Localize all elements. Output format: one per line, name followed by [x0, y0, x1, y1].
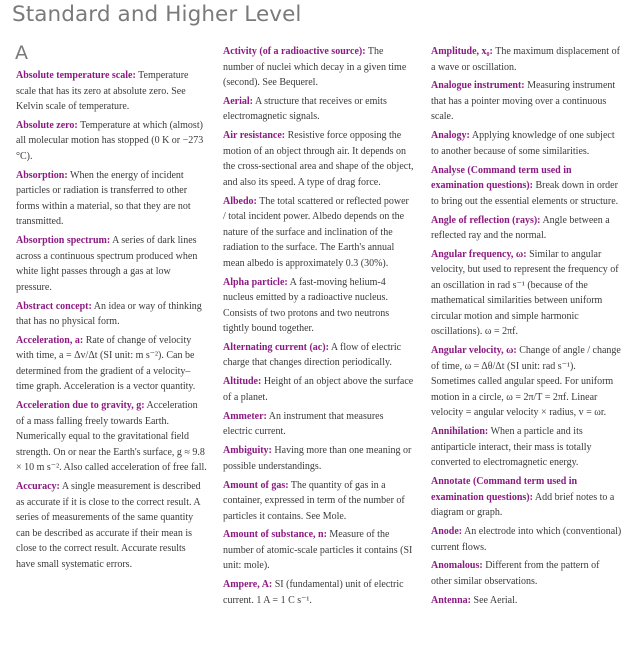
- glossary-term: Analogy:: [431, 130, 470, 142]
- glossary-definition: Measure of the number of atomic-scale particles it contains (SI unit: mole).: [223, 529, 413, 572]
- glossary-definition: Temperature at which (almost) all molecular motion has stopped (0 K or −273 °C).: [16, 119, 204, 162]
- glossary-term: Annotate (Command term used in examination questions):: [431, 476, 578, 503]
- glossary-entry: [16, 299, 207, 330]
- glossary-entry: [16, 479, 207, 572]
- glossary-column-2: [223, 44, 414, 612]
- glossary-entry: [223, 194, 414, 272]
- glossary-term: Ammeter:: [223, 410, 267, 422]
- glossary-entry: [431, 247, 622, 340]
- glossary-definition: Measuring instrument that has a pointer moving over a continuous scale.: [431, 80, 616, 123]
- glossary-entry: [431, 128, 622, 159]
- glossary-entry: [16, 333, 207, 395]
- glossary-definition: Change of angle / change of time, ω = Δθ/Δt (SI unit: rad s⁻¹). Sometimes called angular speed. For uniform motion in a circle, ω = 2π/T = 2πf. Linear velocity = angular velocity × radius, v = ωr.: [431, 345, 621, 419]
- glossary-definition: Acceleration of a mass falling freely towards Earth. Numerically equal to the gravitational field strength. On or near the Earth's surface, g ≈ 9.8 × 10 m s⁻². Also called acceleration of free fall.: [16, 400, 207, 474]
- glossary-term: Angle of reflection (rays):: [431, 214, 541, 226]
- glossary-definition: When the energy of incident particles or radiation is transferred to other forms within a material, so that they are not transmitted.: [16, 169, 191, 228]
- glossary-definition: An electrode into which (conventional) current flows.: [431, 526, 622, 553]
- glossary-term: Ambiguity:: [223, 445, 272, 457]
- section-letter: A: [15, 42, 28, 64]
- glossary-definition: Similar to angular velocity, but used to represent the frequency of an oscillation in rad s⁻¹ (because of the mathematical similarities between uniform circular motion and simple harmonic oscillations). ω = 2πf.: [431, 248, 619, 338]
- glossary-entry: [431, 343, 622, 421]
- glossary-term: Albedo:: [223, 195, 257, 207]
- glossary-term: Absolute temperature scale:: [16, 70, 136, 81]
- glossary-term: Amount of gas:: [223, 479, 289, 491]
- glossary-term: Air resistance:: [223, 130, 286, 142]
- glossary-definition: See Aerial.: [471, 594, 518, 606]
- glossary-term: Absorption:: [16, 169, 68, 181]
- glossary-term: Analyse (Command term used in examination questions):: [431, 164, 572, 192]
- glossary-column-3: [431, 44, 622, 612]
- glossary-term: Analogue instrument:: [431, 80, 525, 92]
- glossary-entry: [223, 374, 414, 405]
- glossary-column-1: [16, 40, 207, 576]
- glossary-definition: Applying knowledge of one subject to another because of some similarities.: [431, 130, 615, 157]
- glossary-entry: [431, 524, 622, 555]
- glossary-term: Antenna:: [431, 594, 472, 606]
- glossary-term: Altitude:: [223, 376, 262, 388]
- glossary-definition: The total scattered or reflected power / total incident power. Albedo depends on the nature of the surface and inclination of the radiation to the surface. The Earth's annual mean albedo is approximately 0.3 (30%).: [223, 195, 409, 269]
- glossary-entry: [16, 168, 207, 230]
- glossary-definition: A flow of electric charge that changes direction periodically.: [223, 341, 402, 369]
- glossary-definition: Temperature scale that has its zero at absolute zero. See Kelvin scale of temperature.: [16, 70, 189, 112]
- glossary-entry: [223, 94, 414, 125]
- glossary-entry: [16, 118, 207, 165]
- glossary-definition: The number of nuclei which decay in a given time (second). See Bequerel.: [223, 46, 407, 88]
- glossary-definition: A single measurement is described as accurate if it is close to the correct result. A series of measurements of the same quantity can be described as accurate if their mean is close to the correct result. Accurate results have small systematic errors.: [16, 481, 201, 570]
- glossary-definition: Rate of change of velocity with time, a = Δv/Δt (SI unit: m s⁻²). Can be determined from the gradient of a velocity–time graph. Acceleration is a vector quantity.: [16, 334, 196, 393]
- glossary-term: Accuracy:: [16, 481, 60, 493]
- glossary-term: Amplitude, x₀:: [431, 46, 493, 57]
- glossary-term: Angular frequency, ω:: [431, 248, 527, 260]
- glossary-entry: [431, 213, 622, 244]
- glossary-entry: [223, 275, 414, 337]
- glossary-definition: An idea or way of thinking that has no physical form.: [16, 300, 202, 328]
- glossary-entry: [223, 527, 414, 574]
- glossary-definition: Different from the pattern of other similar observations.: [431, 560, 600, 587]
- glossary-term: Acceleration due to gravity, g:: [16, 400, 145, 412]
- glossary-definition: Add brief notes to a diagram or graph.: [431, 491, 615, 519]
- glossary-definition: Resistive force opposing the motion of an object through air. It depends on the cross-sectional area and shape of the object, and also its speed. A type of drag force.: [223, 130, 414, 188]
- glossary-term: Alternating current (ac):: [223, 341, 329, 353]
- glossary-definition: A structure that receives or emits electromagnetic signals.: [223, 95, 387, 123]
- glossary-entry: [223, 340, 414, 371]
- glossary-entry: [16, 398, 207, 476]
- glossary-term: Annihilation:: [431, 426, 489, 438]
- glossary-term: Alpha particle:: [223, 276, 288, 288]
- glossary-definition: When a particle and its antiparticle interact, their mass is totally converted to electromagnetic energy.: [431, 426, 592, 469]
- glossary-entry: [431, 558, 622, 589]
- page-title: Standard and Higher Level: [12, 2, 302, 27]
- glossary-entry: [16, 233, 207, 295]
- glossary-definition: A fast-moving helium-4 nucleus emitted by a radioactive nucleus. Consists of two protons and two neutrons tightly bound together.: [223, 276, 390, 335]
- glossary-definition: A series of dark lines across a continuous spectrum produced when white light passes through a gas at low pressure.: [16, 235, 198, 293]
- glossary-definition: Angle between a reflected ray and the normal.: [431, 214, 610, 242]
- glossary-entry: [223, 478, 414, 525]
- glossary-term: Acceleration, a:: [16, 334, 84, 346]
- glossary-entry: [431, 44, 622, 75]
- glossary-term: Aerial:: [223, 95, 253, 107]
- glossary-entry: [223, 443, 414, 474]
- glossary-entry: [431, 474, 622, 521]
- glossary-entry: [16, 68, 207, 115]
- glossary-entry: [223, 128, 414, 190]
- glossary-definition: Having more than one meaning or possible understandings.: [223, 445, 412, 472]
- glossary-definition: The quantity of gas in a container, expressed in term of the number of particles it contains. See Mole.: [223, 479, 405, 522]
- glossary-term: Anode:: [431, 526, 463, 538]
- glossary-entry: [431, 424, 622, 471]
- glossary-definition: SI (fundamental) unit of electric current. 1 A = 1 C s⁻¹.: [223, 579, 404, 606]
- glossary-entry: [431, 163, 622, 210]
- glossary-definition: Height of an object above the surface of a planet.: [223, 376, 414, 403]
- glossary-entry: [223, 409, 414, 440]
- glossary-entry: [223, 44, 414, 91]
- glossary-definition: The maximum displacement of a wave or oscillation.: [431, 46, 620, 73]
- glossary-entry: [223, 577, 414, 608]
- glossary-term: Abstract concept:: [16, 300, 92, 312]
- glossary-term: Absorption spectrum:: [16, 235, 111, 247]
- glossary-entry: [431, 593, 622, 609]
- glossary-definition: An instrument that measures electric current.: [223, 410, 384, 438]
- glossary-term: Angular velocity, ω:: [431, 345, 517, 357]
- glossary-term: Absolute zero:: [16, 119, 78, 131]
- glossary-term: Amount of substance, n:: [223, 529, 327, 541]
- glossary-term: Ampere, A:: [223, 579, 273, 591]
- glossary-term: Activity (of a radioactive source):: [223, 46, 366, 57]
- glossary-definition: Break down in order to bring out the essential elements or structure.: [431, 180, 619, 207]
- glossary-entry: [431, 78, 622, 125]
- glossary-term: Anomalous:: [431, 560, 483, 572]
